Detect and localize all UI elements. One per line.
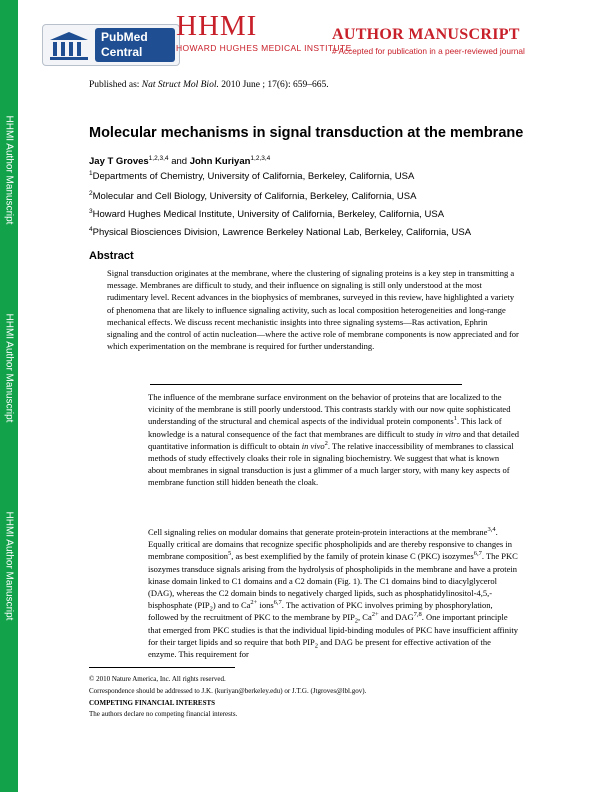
author-manuscript-title: AUTHOR MANUSCRIPT [332,26,520,43]
accepted-for-publication-note: # Accepted for publication in a peer-reviewed journal [332,46,525,56]
sidebar-label: HHMI Author Manuscript [3,511,15,621]
hhmi-wordmark: HHMI [176,10,258,42]
article-title: Molecular mechanisms in signal transduction at the membrane [89,125,524,141]
publication-citation: Published as: Nat Struct Mol Biol. 2010 June ; 17(6): 659–665. [89,80,329,90]
competing-interests-text: The authors declare no competing financial interests. [89,710,238,718]
reference-link[interactable]: 5 [228,550,232,558]
reference-link[interactable]: 6,7 [473,550,482,558]
author-name: Jay T Groves [89,156,149,167]
reference-link[interactable]: 3,4 [487,526,496,534]
body-paragraph: Cell signaling relies on modular domains that generate protein-protein interactions at the membrane$^{3,4}$. Equally critical are domains that recognize specific phospholipids and are thereby responsive to changes in membrane composition$^5$, as best exemplified by the family of protein kinase C (PKC) isozymes$^{6,7}$. The PKC isozymes transduce signals arising from the hydrolysis of phospholipids in the membrane and have a protein kinase domain linked to C1 domains and a C2 domain (Fig. 1). The C1 domains bind to diacylglycerol (DAG), whereas the C2 domain binds to negatively charged lipids, such as phosphatidylinositol-4,5,-bisphosphate $(PIP_2)$ and to $Ca^{2+}$ ions$^{6,7}$. The activation of PKC involves priming by phosphorylation, followed by the recruitment of PKC to the membrane by $PIP_2$, $Ca^{2+}$ and DAG$^{7,8}$. One important principle that emerged from PKC studies is that the individual lipid-binding modules of PKC have insufficient affinity for their target lipids and so require that both $PIP_2$ and DAG be present for effective activation of the enzyme. This requirement for [148,526,518,660]
affiliation: $^1$Departments of Chemistry, University of California, Berkeley, California, USA [89,169,415,182]
author-name: John Kuriyan [189,156,251,167]
pmc-label-line1: PubMed [101,30,148,44]
footnote-divider [89,667,235,668]
pmc-building-icon [48,30,90,62]
body-paragraph: The influence of the membrane surface environment on the behavior of proteins that are localized to the vicinity of the membrane is still poorly understood. This contrasts starkly with our now quite sophisticated understanding of the structural and chemical aspects of the individual protein components$^1$. This lack of knowledge is a natural consequence of the fact that membranes are difficult to study in vitro and that detailed quantitative information is difficult to obtain in vivo$^2$. The relative inaccessibility of membranes to classical methods of study effectively cloaks their role in signaling biochemistry. We suggest that what is known about membranes in signal transduction is just a glimmer of a much larger story, with many key aspects of membrane function still hidden beneath the cloak. [148,392,520,488]
reference-link[interactable]: 1 [453,415,457,423]
copyright-notice: © 2010 Nature America, Inc. All rights reserved. [89,675,226,683]
journal-link[interactable]: Nat Struct Mol Biol. [141,80,219,90]
competing-interests-heading: COMPETING FINANCIAL INTERESTS [89,699,216,707]
author-manuscript-banner [332,26,594,66]
hhmi-institute-name: HOWARD HUGHES MEDICAL INSTITUTE [176,43,352,53]
pubmed-central-logo [42,24,180,66]
reference-link[interactable]: 6,7 [273,599,282,607]
hhmi-sidebar [0,0,18,792]
affiliation: $^4$Physical Biosciences Division, Lawrence Berkeley National Lab, Berkeley, California, USA [89,225,472,238]
abstract-heading: Abstract [89,250,134,262]
reference-link[interactable]: 2 [324,439,328,447]
reference-link[interactable]: 7,8 [413,611,422,619]
author-list: Jay T Groves$^{1,2,3,4}$ and John Kuriyan$^{1,2,3,4}$ [89,154,271,167]
affiliation: $^3$Howard Hughes Medical Institute, University of California, Berkeley, California, USA [89,207,445,220]
page-header [36,10,596,68]
section-divider [150,384,462,385]
abstract-text: Signal transduction originates at the membrane, where the clustering of signaling proteins is a key step in transmitting a message. Membranes are difficult to study, and their influence on signaling is still only understood at the most rudimentary level. Recent advances in the biophysics of membranes, surveyed in this review, have highlighted a variety of phenomena that are likely to influence signaling activity, such as local composition heterogeneities and long-range mechanical effects. We discuss recent mechanistic insights into three signaling systems—Ras activation, Ephrin signaling and the control of actin nucleation—where the active role of membrane components is now appreciated and for which experimentation on the membrane is required for further understanding. [107,268,519,352]
sidebar-label: HHMI Author Manuscript [3,115,15,225]
sidebar-label: HHMI Author Manuscript [3,313,15,423]
correspondence-note: Correspondence should be addressed to J.K. (kuriyan@berkeley.edu) or J.T.G. (Jtgroves@lbl.gov). [89,687,367,695]
affiliation: $^2$Molecular and Cell Biology, University of California, Berkeley, California, USA [89,189,417,202]
pmc-label-line2: Central [101,45,143,59]
